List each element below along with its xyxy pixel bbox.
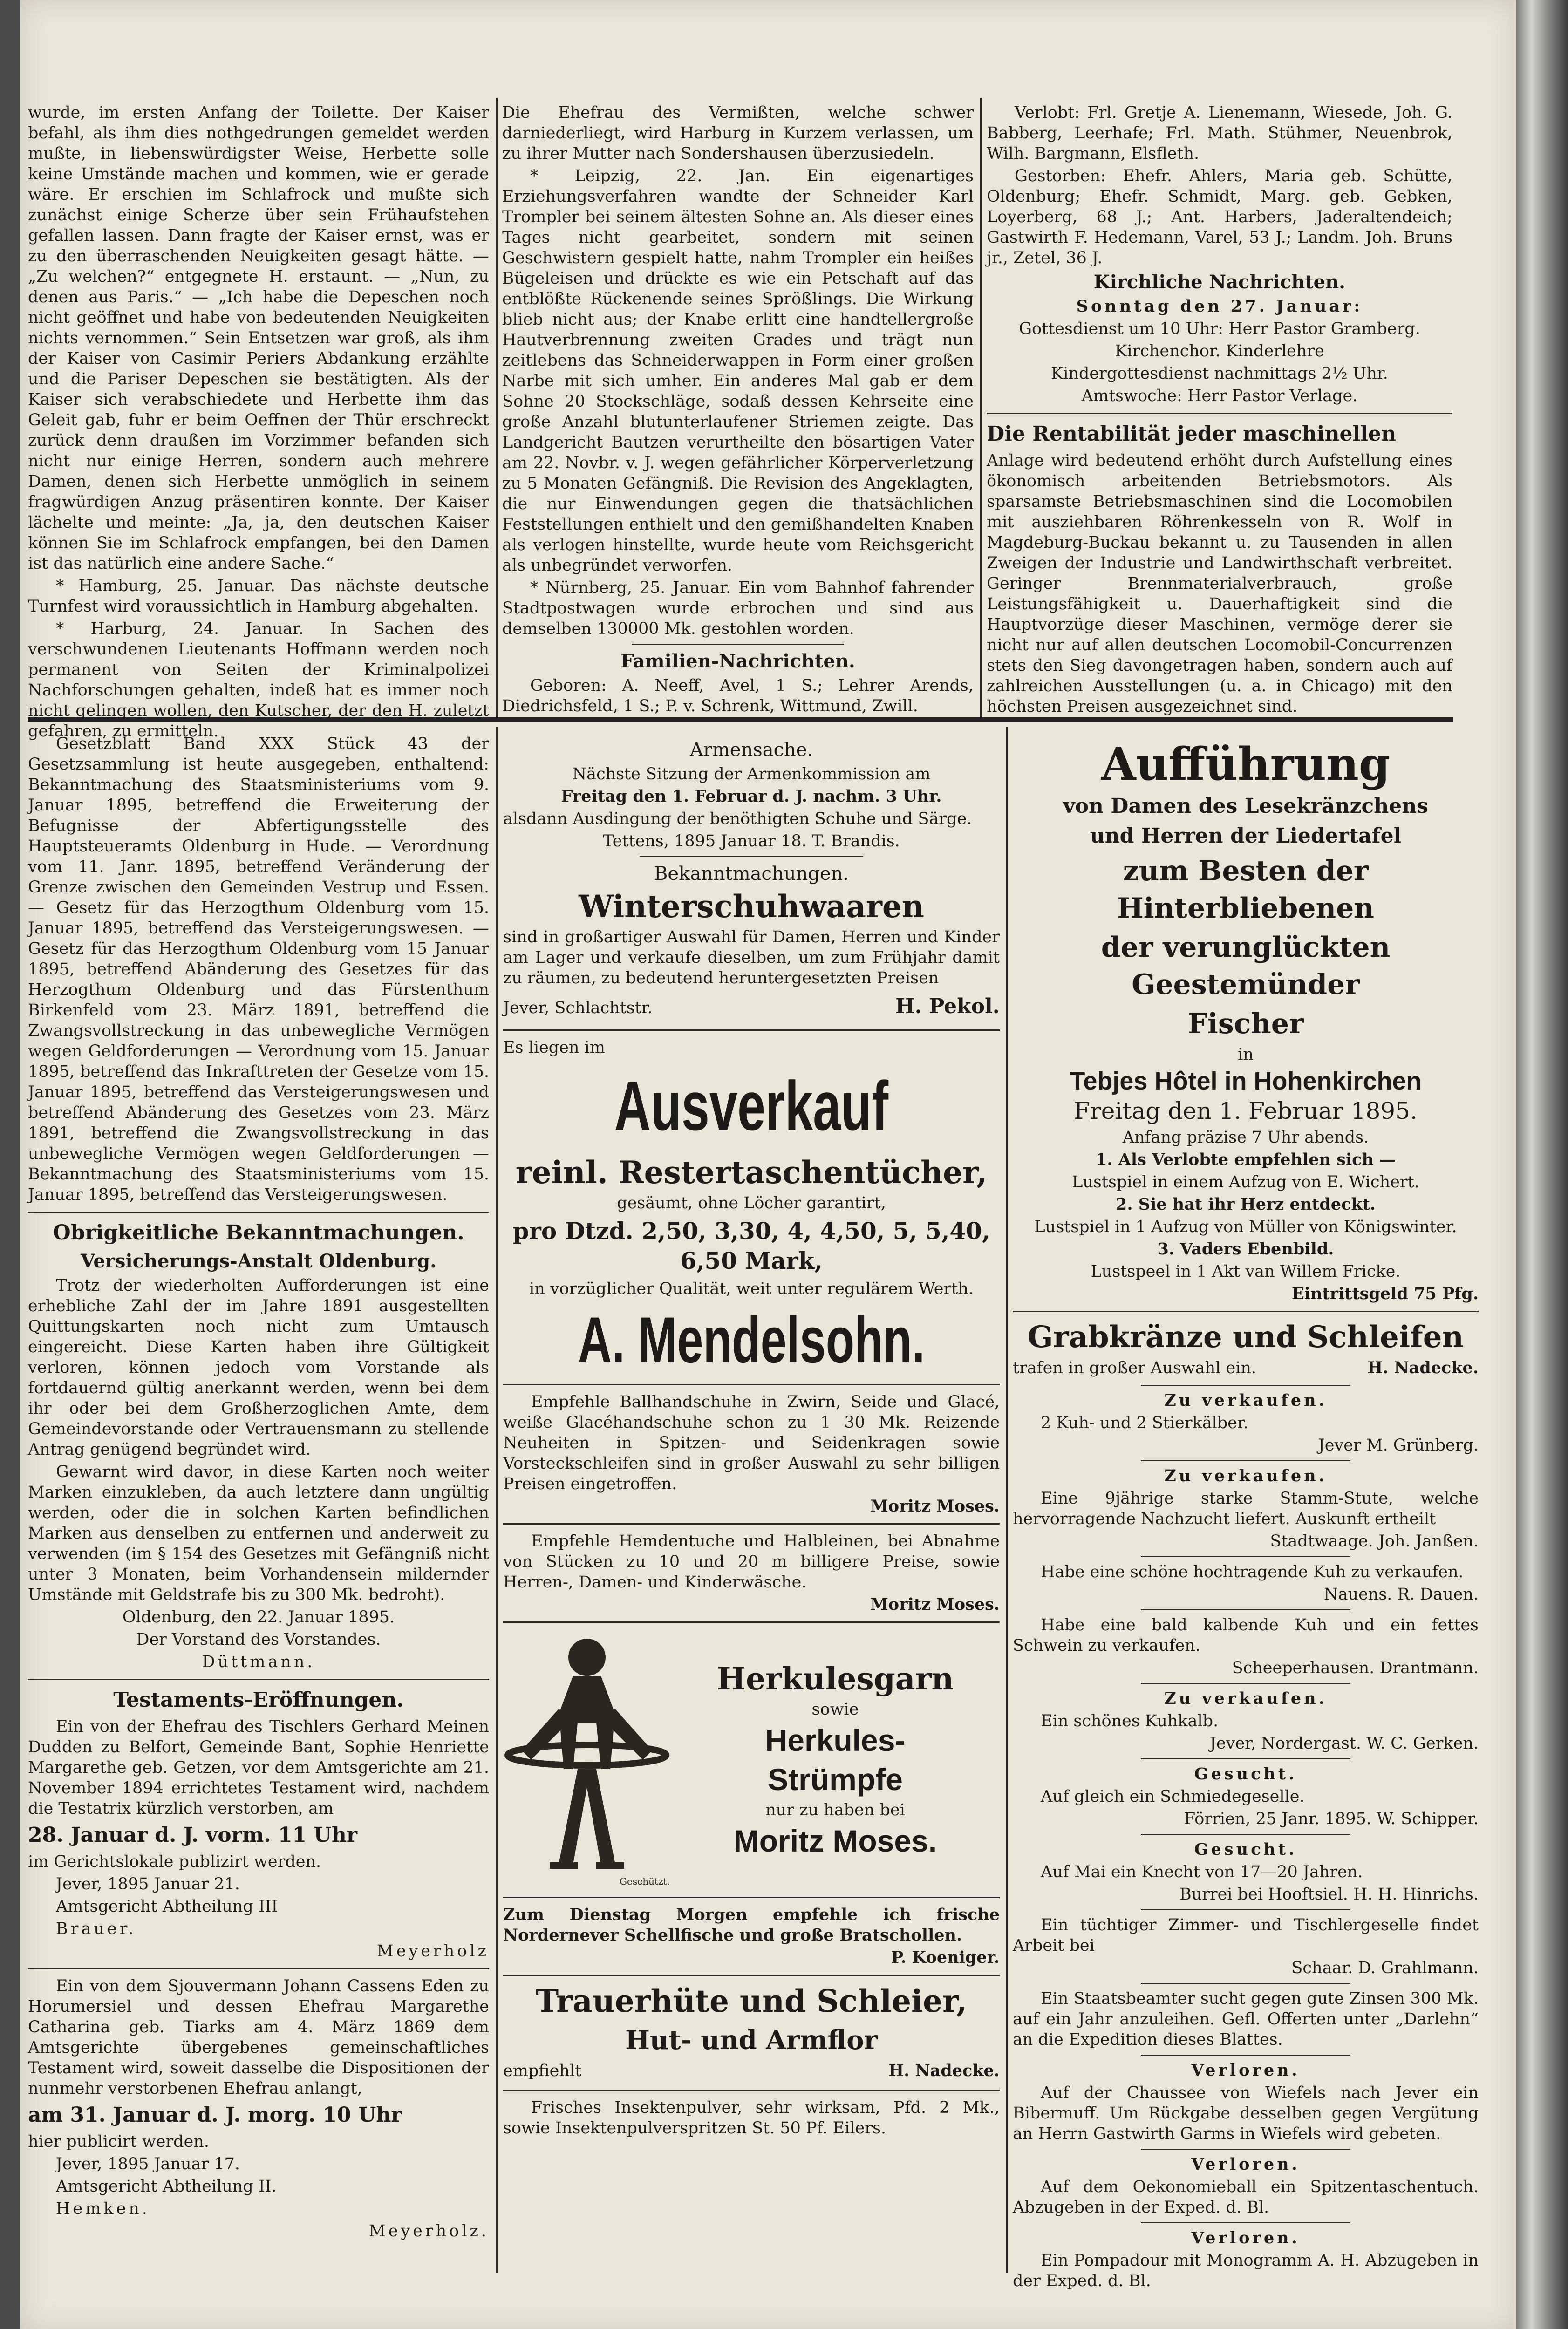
testament-text: im Gerichtslokale publizirt werden.	[28, 1852, 321, 1871]
trauer-firm: H. Nadecke.	[888, 2061, 1000, 2080]
ad-sign: Nauens. R. Dauen.	[1324, 1585, 1479, 1604]
divider	[503, 1621, 1000, 1623]
herkules-ad	[503, 1629, 1000, 1890]
ausverkauf-heading: Ausverkauf	[614, 1067, 889, 1145]
familien-verlobt: Verlobt: Frl. Gretje A. Lienemann, Wiesede, Joh. G. Babberg, Leerhafe; Frl. Math. Stühmer, Neuenbrok, Wilh. Bargmann, Elsfleth.	[987, 103, 1452, 163]
wolf-text: Anlage wird bedeutend erhöht durch Aufstellung eines ökonomisch arbeitenden Betriebsmotors. Als sparsamste Betriebsmaschinen sind die Locomobilen mit ausziehbaren Röhrenkesseln von R. Wolf in Magdeburg-Buckau bekannt u. zu Tausenden in allen Zweigen der Industrie und Landwirthschaft verbreitet. Geringer Brennmaterialverbrauch, große Leistungsfähigkeit u. Dauerhaftigkeit sind die Hauptvorzüge dieser Maschinen, vermöge derer sie nicht nur auf allen deutschen Locomobil-Concurrenzen stets den Sieg davongetragen haben, sondern auch auf zahlreichen Ausstellungen (u. a. in Chicago) mit den höchsten Preisen ausgezeichnet sind.	[987, 451, 1452, 716]
versicherung-text: Gewarnt wird davor, in diese Karten noch weiter Marken einzukleben, da auch letztere dann ungültig werden, oder die in solchen Karten befindlichen Marken aus denselben zu entfernen und anderweit zu verwenden (im § 154 des Gesetzes mit Gefängniß nicht unter 3 Monaten, beim Vorhandensein mildernder Umstände mit Geldstrafe bis zu 300 Mk. bedroht).	[28, 1463, 489, 1604]
divider	[503, 1897, 1000, 1898]
ad-sign: Jever, Nordergast. W. C. Gerken.	[1209, 1734, 1479, 1753]
armen-text: alsdann Ausdingung der benöthigten Schuhe und Särge.	[503, 810, 972, 828]
trauer-sub: Hut- und Armflor	[625, 2025, 878, 2056]
obrig-heading: Obrigkeitliche Bekanntmachungen.	[53, 1221, 464, 1245]
ad-text: Ein tüchtiger Zimmer- und Tischlergeselle findet Arbeit bei	[1013, 1916, 1479, 1955]
divider	[1141, 1385, 1350, 1386]
trauer-heading: Trauerhüte und Schleier,	[535, 1983, 968, 2019]
ad-text: Auf gleich ein Schmiedegeselle.	[1041, 1787, 1305, 1806]
testament-place: Jever, 1895 Januar 17.	[56, 2155, 240, 2173]
divider	[1141, 2055, 1350, 2056]
herkules-mark: Geschützt.	[620, 1876, 670, 1887]
divider	[1141, 1556, 1350, 1557]
versicherung-date: Oldenburg, den 22. Januar 1895.	[122, 1608, 395, 1627]
news-hamburg: * Hamburg, 25. Januar. Das nächste deutsche Turnfest wird voraussichtlich in Hamburg abgehalten.	[28, 577, 489, 616]
ad-sign: Schaar. D. Grahlmann.	[1291, 1959, 1479, 1977]
program-sub: Lustspiel in 1 Aufzug von Müller von Königswinter.	[1034, 1218, 1457, 1236]
kirchlich-sunday: Sonntag den 27. Januar:	[1076, 297, 1363, 316]
news-harburg: * Harburg, 24. Januar. In Sachen des verschwundenen Lieutenants Hoffmann werden noch permanent von Seiten der Kriminalpolizei Nachforschungen gehalten, indeß hat es immer noch nicht gelingen wollen, den Kutscher, der den H. zuletzt gefahren, zu ermitteln.	[28, 620, 489, 741]
ad-heading: Zu verkaufen.	[1164, 1689, 1327, 1708]
armen-sign: Tettens, 1895 Januar 18. T. Brandis.	[603, 832, 900, 851]
familien-heading: Familien-Nachrichten.	[620, 650, 855, 672]
program-item: 1. Als Verlobte empfehlen sich —	[1095, 1150, 1396, 1169]
bekannt-heading: Bekanntmachungen.	[654, 863, 849, 885]
kirchlich-line: Gottesdienst um 10 Uhr: Herr Pastor Gramberg.	[1019, 320, 1420, 338]
news-paragraph: wurde, im ersten Anfang der Toilette. Der Kaiser befahl, als ihm dies nothgedrungen gemeldet werden mußte, in liebenswürdigster Weise, Herbette solle keine Umstände machen und kommen, wie er gerade wäre. Er erschien im Schlafrock und mußte sich zunächst einige Scherze über sein Frühaufstehen gefallen lassen. Dann fragte der Kaiser ernst, was er zu den überraschenden Neuigkeiten gesagt hätte. — „Zu welchen?“ entgegnete H. erstaunt. — „Nun, zu denen aus Paris.“ — „Ich habe die Depeschen noch nicht geöffnet und habe von bedeutenden Neuigkeiten nichts vernommen.“ Sein Entsetzen war groß, als ihm der Kaiser von Casimir Periers Abdankung erzählte und die Pariser Depeschen sie bestätigten. Als der Kaiser sich verabschiedete und Herbette ihm das Geleit gab, fuhr er beim Oeffnen der Thür erschreckt zurück denn draußen im Vorzimmer befanden sich nicht nur einige Herren, sondern auch mehrere Damen, denen sich Herbette unmöglich in seinem fragwürdigen Anzug präsentiren konnte. Der Kaiser lächelte und meinte: „Ja, ja, den deutschen Kaiser können Sie im Schlafrock empfangen, bei den Damen ist das natürlich eine andere Sache.“	[28, 103, 489, 573]
ad-text: Eine 9jährige starke Stamm-Stute, welche hervorragende Nachzucht liefert. Auskunft ertheilt	[1013, 1489, 1479, 1528]
koeniger-text: Zum Dienstag Morgen empfehle ich frische Nordernever Schellfische und große Bratschollen.	[503, 1905, 1000, 1945]
testament-clerk: Meyerholz.	[368, 2222, 489, 2240]
testament-place: Jever, 1895 Januar 21.	[56, 1875, 240, 1893]
ad-sign: Scheeperhausen. Drantmann.	[1232, 1659, 1479, 1677]
ad-heading: Gesucht.	[1194, 1840, 1297, 1859]
auff-heading: Aufführung	[1101, 738, 1390, 790]
herkules-heading: Herkulesgarn	[716, 1661, 954, 1697]
divider	[640, 856, 863, 857]
divider	[503, 1029, 1000, 1031]
divider	[503, 1384, 1000, 1385]
divider	[28, 1968, 489, 1969]
ad-text: Auf Mai ein Knecht von 17—20 Jahren.	[1041, 1863, 1363, 1881]
divider	[1141, 1909, 1350, 1910]
auff-date: Freitag den 1. Februar 1895.	[1074, 1097, 1418, 1124]
ad-text: Habe eine bald kalbende Kuh und ein fettes Schwein zu verkaufen.	[1013, 1616, 1479, 1655]
trauer-emp: empfiehlt	[503, 2062, 582, 2080]
classified-list	[1013, 1385, 1479, 2291]
ad-text: Ein Staatsbeamter sucht gegen gute Zinsen 300 Mk. auf ein Jahr anzuleihen. Gefl. Offerten unter „Darlehn“ an die Expedition dieses Blattes.	[1013, 1989, 1479, 2049]
divider	[28, 1212, 489, 1213]
ad-text: Auf der Chaussee von Wiefels nach Jever ein Bibermuff. Um Rückgabe desselben gegen Vergütung an Herrn Gastwirth Garms in Wiefels wird gebeten.	[1013, 2084, 1479, 2143]
versicherung-text: Trotz der wiederholten Aufforderungen ist eine erhebliche Zahl der im Jahre 1891 ausgestellten Quittungskarten noch nicht zum Umtausch eingereicht. Diese Karten haben ihre Gültigkeit verloren, können jedoch vom Vorstande als fortdauernd gültig anerkannt werden, wenn bei dem ihr oder bei dem Großherzoglichen Amte, dem Gemeindevorstande oder Vertrauensmann zu stellende Antrag genügend begründet wird.	[28, 1276, 489, 1459]
divider	[1141, 1460, 1350, 1461]
familien-geboren: Geboren: A. Neeff, Avel, 1 S.; Lehrer Arends, Diedrichsfeld, 1 S.; P. v. Schrenk, Wittmund, Zwill.	[502, 676, 974, 715]
column-bottom-2	[503, 736, 1000, 2273]
rest-prices: pro Dtzd. 2,50, 3,30, 4, 4,50, 5, 5,40, 6,50 Mark,	[512, 1217, 990, 1274]
column-top-2	[502, 102, 974, 713]
auff-line: und Herren der Liedertafel	[1090, 824, 1402, 848]
grab-firm: H. Nadecke.	[1367, 1358, 1479, 1377]
auff-line: zum Besten der Hinterbliebenen	[1117, 855, 1374, 925]
auff-in: in	[1238, 1045, 1254, 1064]
divider	[28, 1679, 489, 1680]
column-rule	[980, 98, 982, 717]
column-top-1	[28, 102, 489, 741]
divider	[503, 1975, 1000, 1976]
moses-text: Empfehle Ballhandschuhe in Zwirn, Seide und Glacé, weiße Glacéhandschuhe schon zu 1 30 Mk. Reizende Neuheiten in Spitzen- und Seidenkragen sowie Vorsteckschleifen sind in großer Auswahl zu sehr billigen Preisen eingetroffen.	[503, 1393, 1000, 1493]
ad-sign: Stadtwaage. Joh. Janßen.	[1270, 1532, 1479, 1551]
testament-judge: Brauer.	[56, 1920, 136, 1938]
insekt-text: Frisches Insektenpulver, sehr wirksam, Pfd. 2 Mk., sowie Insektenpulverspritzen St. 50 Pf. Eilers.	[503, 2098, 1000, 2138]
armen-heading: Armensache.	[689, 739, 813, 761]
eintritt: Eintrittsgeld 75 Pfg.	[1292, 1284, 1479, 1303]
kirchlich-line: Kirchenchor. Kinderlehre	[1115, 342, 1324, 361]
testament-text: Ein von der Ehefrau des Tischlers Gerhard Meinen Dudden zu Belfort, Gemeinde Bant, Sophie Henriette Margarethe geb. Getzen, vor dem Amtsgerichte am 21. November 1894 errichtetes Testament wird, nachdem die Testatrix kürzlich verstorben, am	[28, 1717, 489, 1818]
winter-heading: Winterschuhwaaren	[579, 888, 924, 925]
testament-date: 28. Januar d. J. vorm. 11 Uhr	[28, 1823, 358, 1847]
kirchlich-line: Amtswoche: Herr Pastor Verlage.	[1081, 387, 1358, 405]
ad-heading: Zu verkaufen.	[1164, 1466, 1327, 1485]
ad-text: Habe eine schöne hochtragende Kuh zu verkaufen.	[1041, 1563, 1464, 1581]
kirchlich-line: Kindergottesdienst nachmittags 2½ Uhr.	[1051, 364, 1388, 383]
divider	[1141, 2149, 1350, 2150]
auff-line: Fischer	[1187, 1008, 1304, 1040]
versicherung-sign: Düttmann.	[202, 1653, 315, 1671]
herkules-nur: nur zu haben bei	[765, 1801, 905, 1819]
auff-line: von Damen des Lesekränzchens	[1063, 794, 1428, 818]
news-paragraph: Die Ehefrau des Vermißten, welche schwer darniederliegt, wird Harburg in Kurzem verlassen, um zu ihrer Mutter nach Sondershausen überzusiedeln.	[502, 103, 974, 163]
mendelsohn-firm: A. Mendelsohn.	[578, 1303, 925, 1376]
testament-court: Amtsgericht Abtheilung III	[56, 1897, 278, 1916]
testament-court: Amtsgericht Abtheilung II.	[56, 2177, 277, 2196]
herkules-firm: Moritz Moses.	[733, 1824, 937, 1858]
versicherung-sign: Der Vorstand des Vorstandes.	[136, 1630, 381, 1649]
news-leipzig: * Leipzig, 22. Jan. Ein eigenartiges Erziehungsverfahren wandte der Schneider Karl Trompler bei seinem ältesten Sohne an. Als dieser eines Tages nicht gearbeitet, sondern mit seinen Geschwistern gespielt hatte, nahm Trompler ein heißes Bügeleisen und drückte es wie ein Petschaft auf das entblößte Rückenende seines Sprößlings. Die Wirkung blieb nicht aus; der Knabe erlitt eine handtellergroße Hautverbrennung zweiten Grades und trägt nun zeitlebens das Schneiderwappen in Form einer großen Narbe mit sich umher. Ein anderes Mal gab er dem Sohne 20 Stockschläge, sodaß dessen Kehrseite eine große Anzahl blutunterlaufener Striemen zeigte. Das Landgericht Bautzen verurtheilte den bösartigen Vater am 22. Novbr. v. J. wegen gefährlicher Körperverletzung zu 5 Monaten Gefängniß. Die Revision des Angeklagten, die nur Einwendungen gegen die thatsächlichen Feststellungen enthielt und den gemißhandelten Knaben als verlogen hinstellte, wurde heute vom Reichsgericht als unbegründet verworfen.	[502, 167, 974, 575]
koeniger-sign: P. Koeniger.	[891, 1948, 1000, 1967]
moses-text: Empfehle Hemdentuche und Halbleinen, bei Abnahme von Stücken zu 10 und 20 m billigere Preise, sowie Herren-, Damen- und Kinderwäsche.	[503, 1532, 1000, 1592]
ad-text: Auf dem Oekonomieball ein Spitzentaschentuch. Abzugeben in der Exped. d. Bl.	[1013, 2178, 1479, 2217]
ad-text: 2 Kuh- und 2 Stierkälber.	[1041, 1414, 1248, 1432]
column-bottom-1	[28, 734, 489, 2322]
divider	[1013, 1311, 1479, 1312]
ad-text: Ein schönes Kuhkalb.	[1041, 1712, 1219, 1730]
column-rule	[1006, 727, 1008, 2273]
auff-hotel: Tebjes Hôtel in Hohenkirchen	[1070, 1067, 1422, 1095]
ad-text: Ein Pompadour mit Monogramm A. H. Abzugeben in der Exped. d. Bl.	[1013, 2251, 1479, 2290]
armen-text: Nächste Sitzung der Armenkommission am	[572, 765, 931, 783]
winter-place: Jever, Schlachtstr.	[503, 999, 653, 1017]
divider	[1141, 1609, 1350, 1610]
winter-text: sind in großartiger Auswahl für Damen, Herren und Kinder am Lager und verkaufe dieselben, um zum Frühjahr damit zu räumen, zu bedeutend heruntergesetzten Preisen	[503, 928, 1000, 987]
program-item: 2. Sie hat ihr Herz entdeckt.	[1116, 1195, 1376, 1214]
herkules-sowie: sowie	[811, 1700, 859, 1719]
auff-time: Anfang präzise 7 Uhr abends.	[1122, 1128, 1369, 1147]
testament-clerk: Meyerholz	[376, 1942, 489, 1961]
wolf-heading: Die Rentabilität jeder maschinellen	[987, 422, 1396, 446]
divider	[632, 644, 844, 645]
ad-heading: Zu verkaufen.	[1164, 1391, 1327, 1410]
grab-text: trafen in großer Auswahl ein.	[1013, 1359, 1257, 1377]
ad-sign: Burrei bei Hooftsiel. H. H. Hinrichs.	[1179, 1885, 1479, 1904]
rest-sub: gesäumt, ohne Löcher garantirt,	[617, 1194, 886, 1212]
kirchlich-heading: Kirchliche Nachrichten.	[1093, 271, 1346, 293]
armen-date: Freitag den 1. Februar d. J. nachm. 3 Uhr.	[561, 787, 942, 806]
hercules-figure-icon	[503, 1629, 671, 1890]
rest-quality: in vorzüglicher Qualität, weit unter regulärem Werth.	[529, 1280, 974, 1298]
ad-heading: Gesucht.	[1194, 1764, 1297, 1784]
gesetzblatt-text: Gesetzblatt Band XXX Stück 43 der Gesetzsammlung ist heute ausgegeben, enthaltend: Bekanntmachung des Staatsministeriums vom 9. Januar 1895, betreffend die Erweiterung der Befugnisse der Abfertigungsstelle des Hauptsteueramts Oldenburg in Hude. — Verordnung vom 11. Janr. 1895, betreffend Veränderung der Grenze zwischen den Gemeinden Vestrup und Essen. — Gesetz für das Herzogthum Oldenburg vom 15. Januar 1895, betreffend das Versteigerungswesen. — Gesetz für das Herzogthum Oldenburg vom 15 Januar 1895, betreffend Abänderung des Gesetzes für das Herzogthum Oldenburg und das Fürstenthum Birkenfeld vom 23. März 1891, betreffend die Zwangsvollstreckung in das unbewegliche Vermögen wegen Geldforderungen — Verordnung vom 15. Januar 1895, betreffend das Inkrafttreten der Gesetze vom 15. Januar 1895, betreffend das Versteigerungswesen und betreffend Abänderung des Gesetzes vom 23. März 1891, betreffend die Zwangsvollstreckung in das unbewegliche Vermögen wegen Geldforderungen — Bekanntmachung des Staatsministeriums vom 15. Januar 1895, betreffend das Versteigerungswesen.	[28, 735, 489, 1204]
testament-heading: Testaments-Eröffnungen.	[113, 1688, 404, 1712]
moses-sign: Moritz Moses.	[870, 1497, 1000, 1516]
column-rule	[496, 727, 498, 2273]
column-bottom-3	[1013, 736, 1479, 2290]
ausverkauf-intro: Es liegen im	[503, 1038, 605, 1057]
ad-heading: Verloren.	[1191, 2228, 1300, 2247]
rest-heading: reinl. Restertaschentücher,	[515, 1154, 988, 1191]
testament-text: hier publicirt werden.	[28, 2132, 209, 2151]
testament-judge: Hemken.	[56, 2200, 150, 2218]
ad-sign: Förrien, 25 Janr. 1895. W. Schipper.	[1184, 1810, 1479, 1828]
column-rule	[496, 98, 498, 717]
ad-heading: Verloren.	[1191, 2155, 1300, 2174]
news-nuernberg: * Nürnberg, 25. Januar. Ein vom Bahnhof fahrender Stadtpostwagen wurde erbrochen und sind aus demselben 130000 Mk. gestohlen worden.	[502, 579, 974, 638]
divider	[1141, 1983, 1350, 1984]
divider	[1141, 2222, 1350, 2223]
program-item: 3. Vaders Ebenbild.	[1157, 1239, 1334, 1259]
divider	[1141, 1834, 1350, 1835]
herkules-str2: Strümpfe	[768, 1762, 903, 1797]
page-edge	[1516, 0, 1568, 2329]
program-sub: Lustspeel in 1 Akt van Willem Fricke.	[1091, 1262, 1401, 1281]
testament-text: Ein von dem Sjouvermann Johann Cassens Eden zu Horumersiel und dessen Ehefrau Margarethe Catharina geb. Tiarks am 4. März 1869 dem Amtsgerichte übergebenes gemeinschaftliches Testament wird, soweit dasselbe die Dispositionen der nunmehr verstorbenen Ehefrau anlangt,	[28, 1977, 489, 2098]
divider	[1141, 1758, 1350, 1759]
moses-sign: Moritz Moses.	[870, 1595, 1000, 1614]
versicherung-heading: Versicherungs-Anstalt Oldenburg.	[80, 1250, 436, 1272]
familien-gestorben: Gestorben: Ehefr. Ahlers, Maria geb. Schütte, Oldenburg; Ehefr. Schmidt, Marg. geb. Gebken, Loyerberg, 68 J.; Ant. Harbers, Jaderaltendeich; Gastwirth F. Hedemann, Varel, 53 J.; Landm. Joh. Bruns jr., Zetel, 36 J.	[987, 167, 1452, 267]
divider	[1141, 1683, 1350, 1684]
winter-firm: H. Pekol.	[895, 994, 1000, 1018]
divider	[503, 2090, 1000, 2091]
ad-heading: Verloren.	[1191, 2061, 1300, 2080]
auff-line: der verunglückten Geestemünder	[1101, 931, 1391, 1001]
testament-date: am 31. Januar d. J. morg. 10 Uhr	[28, 2103, 402, 2127]
herkules-str1: Herkules-	[765, 1723, 906, 1757]
ad-sign: Jever M. Grünberg.	[1318, 1436, 1479, 1455]
grab-heading: Grabkränze und Schleifen	[1028, 1320, 1464, 1355]
column-top-3	[987, 102, 1452, 716]
program-sub: Lustspiel in einem Aufzug von E. Wichert.	[1072, 1173, 1419, 1192]
divider	[987, 413, 1452, 414]
divider	[503, 1523, 1000, 1525]
